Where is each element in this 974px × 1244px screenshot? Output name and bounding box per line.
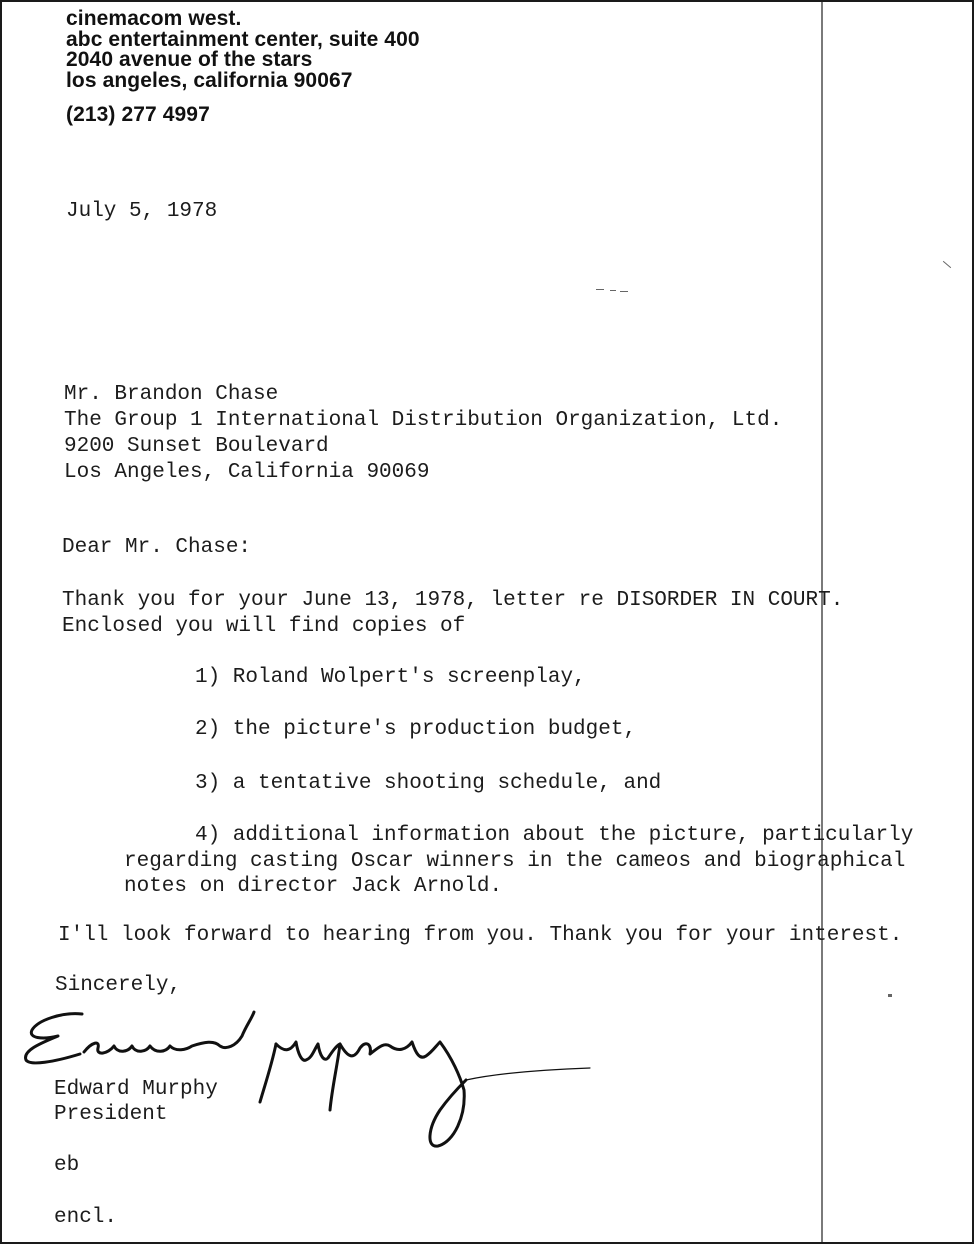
address-line: abc entertainment center, suite 400: [66, 27, 420, 51]
recipient-organization: The Group 1 International Distribution Organization, Ltd.: [64, 409, 783, 432]
recipient-street: 9200 Sunset Boulevard: [64, 435, 329, 458]
intro-paragraph: [62, 588, 843, 640]
enclosure-item: 2) the picture's production budget,: [195, 718, 637, 741]
intro-line: Thank you for your June 13, 1978, letter re DISORDER IN COURT.: [62, 589, 844, 612]
phone-number: (213) 277 4997: [66, 103, 210, 126]
letter-date: July 5, 1978: [66, 200, 218, 223]
enclosure-item: 3) a tentative shooting schedule, and: [195, 772, 662, 795]
signer-name: Edward Murphy: [54, 1078, 218, 1101]
company-name: cinemacom west.: [66, 7, 242, 30]
enclosure-item: 1) Roland Wolpert's screenplay,: [195, 666, 586, 689]
speck-mark: [943, 261, 951, 268]
enclosure-item-continuation: [124, 849, 905, 899]
recipient-city: Los Angeles, California 90069: [64, 461, 430, 484]
salutation: Dear Mr. Chase:: [62, 536, 252, 559]
recipient-address: [64, 382, 782, 486]
speck-mark: [620, 291, 628, 292]
speck-mark: [610, 290, 616, 291]
signature-stroke: [276, 1042, 340, 1110]
closing-sentence: I'll look forward to hearing from you. Thank you for your interest.: [58, 924, 903, 947]
enclosure-line: notes on director Jack Arnold.: [124, 875, 503, 898]
complimentary-closing: Sincerely,: [55, 974, 182, 997]
enclosure-note: encl.: [54, 1206, 118, 1229]
speck-mark: [888, 994, 892, 997]
signature-stroke: [26, 1014, 82, 1063]
address-line: 2040 avenue of the stars: [66, 48, 313, 71]
letterhead: [66, 9, 420, 126]
recipient-name: Mr. Brandon Chase: [64, 383, 279, 406]
signer-block: [54, 1077, 218, 1127]
enclosure-line: regarding casting Oscar winners in the cameos and biographical: [124, 850, 906, 873]
signature-stroke: [340, 1042, 466, 1146]
enclosure-item: 4) additional information about the picture, particularly: [195, 824, 914, 847]
address-line: los angeles, california 90067: [66, 68, 353, 92]
typist-initials: eb: [54, 1154, 80, 1177]
speck-mark: [596, 289, 604, 290]
signature-stroke: [84, 1012, 254, 1053]
signature-stroke: [466, 1068, 590, 1080]
signature-stroke: [260, 1044, 276, 1102]
intro-line: Enclosed you will find copies of: [62, 615, 466, 638]
signer-title: President: [54, 1103, 168, 1126]
